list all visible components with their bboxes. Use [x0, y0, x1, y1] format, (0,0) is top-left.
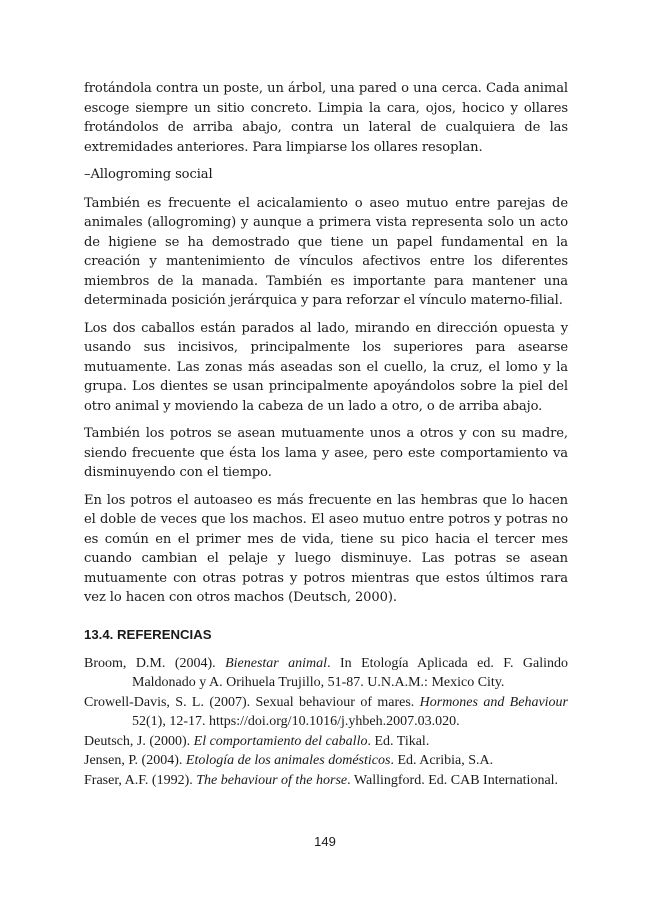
section-heading-references: 13.4. REFERENCIAS	[84, 626, 212, 642]
page-number: 149	[314, 834, 336, 849]
reference-text: . In Etología Aplicada ed. F. Galindo Maldonado y A. Orihuela Trujillo, 51-87. U.N.A.M.: Mexico City.	[132, 655, 568, 690]
reference-item	[84, 693, 568, 732]
reference-title: Etología de los animales domésticos	[185, 753, 391, 768]
reference-text: 52(1), 12-17. https://doi.org/10.1016/j.yhbeh.2007.03.020.	[132, 714, 460, 729]
reference-text: . Ed. Tikal.	[367, 733, 430, 749]
reference-item	[84, 771, 568, 791]
paragraph-allogrooming-intro: También es frecuente el acicalamiento o aseo mutuo entre parejas de animales (allogroming) y aunque a primera vista representa solo un acto de higiene se ha demostrado que tiene un papel fundamental en la creación y mantenimiento de vínculos afectivos entre los diferentes miembros de la manada. También es importante para mantener una determinada posición jerárquica y para reforzar el vínculo materno-filial.	[84, 195, 568, 308]
reference-item	[84, 732, 568, 752]
paragraph-foal-grooming: También los potros se asean mutuamente unos a otros y con su madre, siendo frecuente que ésta los lama y asee, pero este comportamiento va disminuyendo con el tiempo.	[84, 426, 568, 480]
reference-text: . Wallingford. Ed. CAB International.	[347, 772, 559, 788]
reference-title: The behaviour of the horse	[196, 772, 348, 788]
reference-text: . Ed. Acribia, S.A.	[390, 753, 494, 768]
subheading-allogrooming: –Allogroming social	[84, 167, 213, 182]
reference-text: Broom, D.M. (2004).	[84, 655, 226, 671]
paragraph-face-cleaning: frotándola contra un poste, un árbol, una pared o una cerca. Cada animal escoge siempre un sitio concreto. Limpia la cara, ojos, hocico y ollares frotándolos de arriba abajo, contra un lateral de cualquiera de las extremidades anteriores. Para limpiarse los ollares resoplan.	[84, 81, 568, 155]
reference-list	[84, 654, 568, 791]
reference-item	[84, 751, 568, 771]
reference-text: Deutsch, J. (2000).	[84, 733, 194, 749]
reference-text: Crowell-Davis, S. L. (2007). Sexual behaviour of mares.	[84, 694, 420, 710]
paragraph-grooming-position: Los dos caballos están parados al lado, mirando en dirección opuesta y usando sus incisivos, principalmente los superiores para asearse mutuamente. Las zonas más aseadas son el cuello, la cruz, el lomo y la grupa. Los dientes se usan principalmente apoyándolos sobre la piel del otro animal y moviendo la cabeza de un lado a otro, o de arriba abajo.	[84, 320, 568, 414]
paragraph-foal-sex-differences: En los potros el autoaseo es más frecuente en las hembras que lo hacen el doble de veces que los machos. El aseo mutuo entre potros y potras no es común en el primer mes de vida, tiene su pico hacia el tercer mes cuando cambian el pelaje y luego disminuye. Las potras se asean mutuamente con otras potras y potros mientras que estos últimos rara vez lo hacen con otros machos (Deutsch, 2000).	[84, 492, 568, 605]
page-body	[84, 79, 568, 790]
reference-title: Bienestar animal	[225, 655, 328, 671]
reference-title: El comportamiento del caballo	[193, 733, 368, 749]
reference-item	[84, 654, 568, 693]
reference-text: Fraser, A.F. (1992).	[84, 772, 197, 788]
reference-title: Hormones and Behaviour	[419, 694, 569, 710]
reference-text: Jensen, P. (2004).	[84, 753, 186, 768]
